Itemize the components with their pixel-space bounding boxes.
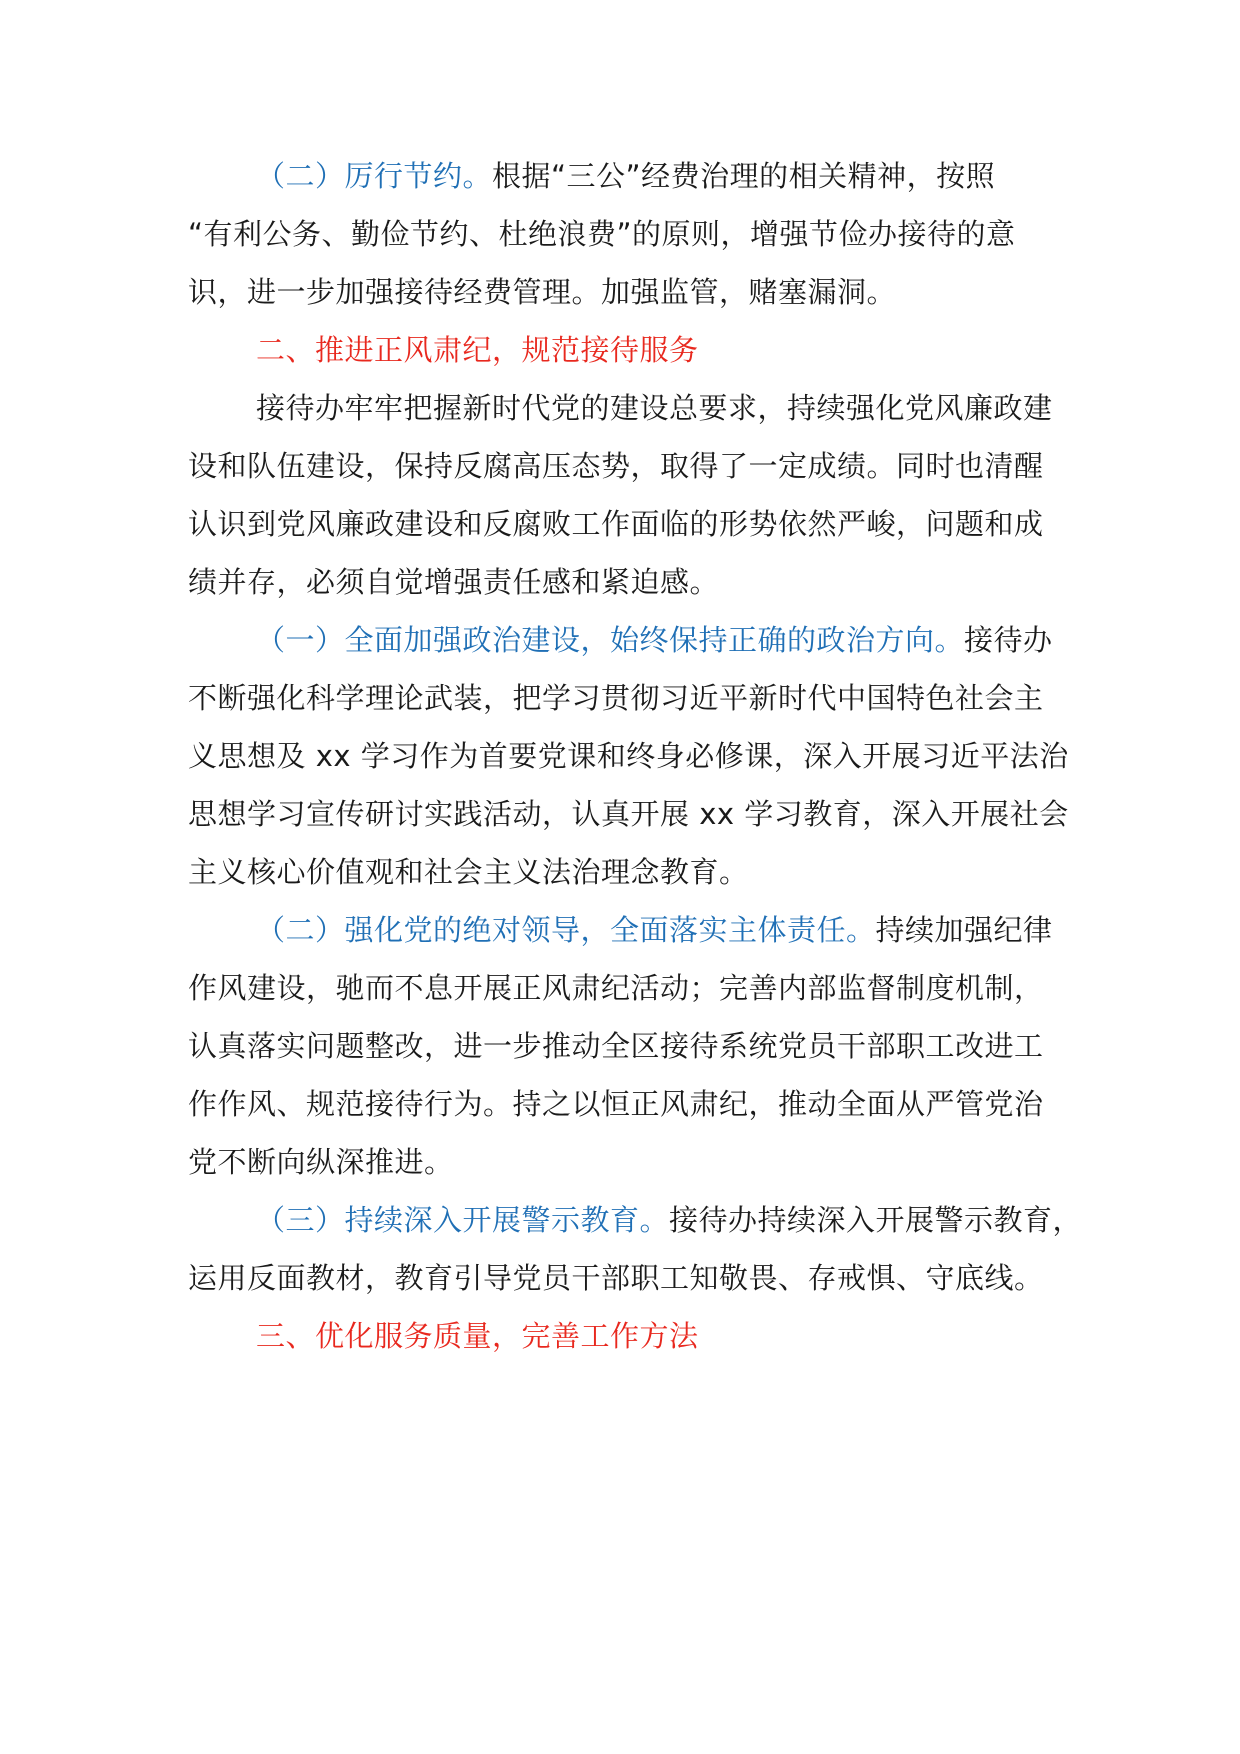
body-text: 思想学习宣传研讨实践活动，认真开展 xx 学习教育，深入开展社会 xyxy=(188,797,1069,831)
body-text: 不断强化科学理论武装，把学习贯彻习近平新时代中国特色社会主 xyxy=(188,681,1044,715)
body-text: 设和队伍建设，保持反腐高压态势，取得了一定成绩。同时也清醒 xyxy=(188,449,1044,483)
body-text: 识，进一步加强接待经费管理。加强监管，赌塞漏洞。 xyxy=(188,275,897,309)
paragraph-line xyxy=(188,852,1068,892)
paragraph-line xyxy=(188,794,1068,834)
body-text: 接待办 xyxy=(964,623,1053,657)
body-text: 根据“三公”经费治理的相关精神，按照 xyxy=(492,159,996,193)
paragraph-line xyxy=(188,736,1068,776)
body-text: 接待办牢牢把握新时代党的建设总要求，持续强化党风廉政建 xyxy=(256,391,1053,425)
paragraph-line xyxy=(256,620,1136,660)
paragraph-line xyxy=(256,1200,1136,1240)
body-text: 认真落实问题整改，进一步推动全区接待系统党员干部职工改进工 xyxy=(188,1029,1044,1063)
paragraph-line xyxy=(188,678,1068,718)
subheading: （二）强化党的绝对领导，全面落实主体责任。 xyxy=(256,913,876,947)
subheading: （二）厉行节约。 xyxy=(256,159,493,193)
paragraph-line xyxy=(256,910,1136,950)
paragraph-line xyxy=(188,1026,1068,1066)
body-text: 运用反面教材，教育引导党员干部职工知敬畏、存戒惧、守底线。 xyxy=(188,1261,1044,1295)
paragraph-line xyxy=(188,1258,1068,1298)
body-text: 主义核心价值观和社会主义法治理念教育。 xyxy=(188,855,749,889)
body-text: “有利公务、勤俭节约、杜绝浪费”的原则，增强节俭办接待的意 xyxy=(188,217,1016,251)
body-text: 作作风、规范接待行为。持之以恒正风肃纪，推动全面从严管党治 xyxy=(188,1087,1044,1121)
body-text: 作风建设，驰而不息开展正风肃纪活动；完善内部监督制度机制， xyxy=(188,971,1044,1005)
subheading: （一）全面加强政治建设，始终保持正确的政治方向。 xyxy=(256,623,965,657)
paragraph-line xyxy=(188,504,1068,544)
body-text: 党不断向纵深推进。 xyxy=(188,1145,454,1179)
body-text: 义思想及 xx 学习作为首要党课和终身必修课，深入开展习近平法治 xyxy=(188,739,1069,773)
paragraph-line xyxy=(188,446,1068,486)
body-text: 绩并存，必须自觉增强责任感和紧迫感。 xyxy=(188,565,720,599)
section-heading: 二、推进正风肃纪，规范接待服务 xyxy=(256,333,699,367)
paragraph-line xyxy=(188,214,1068,254)
paragraph-line xyxy=(256,388,1136,428)
body-text: 持续加强纪律 xyxy=(875,913,1053,947)
section-heading: 三、优化服务质量，完善工作方法 xyxy=(256,1319,699,1353)
paragraph-line xyxy=(188,1142,1068,1182)
paragraph-line xyxy=(256,156,1136,196)
paragraph-line xyxy=(188,968,1068,1008)
subheading: （三）持续深入开展警示教育。 xyxy=(256,1203,670,1237)
paragraph-line xyxy=(188,272,1068,312)
body-text: 接待办持续深入开展警示教育， xyxy=(669,1203,1083,1237)
body-text: 认识到党风廉政建设和反腐败工作面临的形势依然严峻，问题和成 xyxy=(188,507,1044,541)
paragraph-line xyxy=(188,562,1068,602)
paragraph-line xyxy=(188,1084,1068,1124)
